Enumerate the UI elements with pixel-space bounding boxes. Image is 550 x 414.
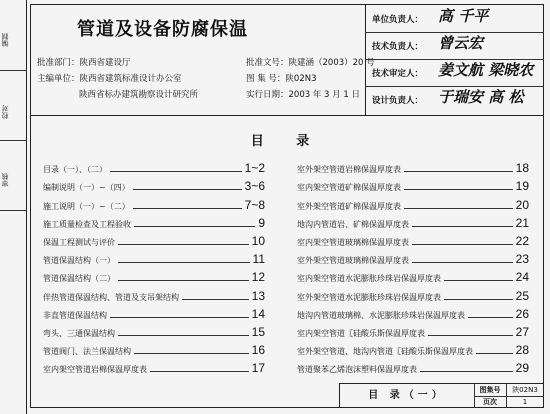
signature: 姜文航 梁晓农 (438, 61, 534, 79)
toc-leader (110, 171, 242, 172)
signature-row (366, 32, 544, 60)
toc-entry-page: 29 (515, 361, 529, 376)
toc-leader (412, 244, 513, 245)
toc-entry[interactable] (43, 339, 265, 357)
signature-label: 单位负责人： (372, 15, 424, 25)
margin-divider (0, 140, 26, 141)
effective-label: 实行日期： (246, 90, 289, 100)
toc-entry-label: 编制说明（一）~（四） (43, 183, 130, 193)
title-block (31, 5, 543, 116)
signature-row (366, 86, 544, 115)
toc-entry[interactable] (43, 157, 265, 175)
toc-leader (476, 353, 513, 354)
toc-entry-label: 室内架空管道水泥膨胀珍珠岩保温厚度表 (297, 274, 441, 284)
toc-entry-label: 室外架空管道水泥膨胀珍珠岩保温厚度表 (297, 292, 441, 302)
toc-entry-label: 施工质量检查及工程验收 (43, 219, 131, 229)
effective-date: 2003 年 3 月 1 日 (288, 90, 360, 100)
toc-leader (133, 189, 242, 190)
toc-leader (118, 244, 249, 245)
toc-entry-page: 19 (515, 179, 529, 194)
toc-entry[interactable] (297, 175, 529, 193)
toc-entry-label: 保温工程测试与评价 (43, 237, 115, 247)
toc-entry-page: 14 (251, 306, 265, 321)
toc-entry[interactable] (43, 230, 265, 248)
atlas-no-label: 图 集 号： (246, 74, 286, 84)
editor-label: 主编单位： (37, 74, 80, 84)
toc-entry-label: 管道阀门、法兰保温结构 (43, 347, 131, 357)
toc-right-column (297, 157, 529, 375)
toc-entry-page: 21 (515, 215, 529, 230)
toc-leader (404, 208, 513, 209)
toc-entry-page: 3~6 (244, 179, 265, 194)
footer-atlas-value: 陕02N3 (506, 384, 544, 397)
toc-leader (428, 335, 513, 336)
toc-leader (404, 171, 513, 172)
toc-entry[interactable] (43, 193, 265, 211)
toc-entry[interactable] (43, 175, 265, 193)
footer-title: 目 录（一） (340, 384, 475, 408)
toc-entry-page: 10 (251, 233, 265, 248)
toc-entry[interactable] (43, 212, 265, 230)
toc-leader (444, 280, 513, 281)
toc-leader (134, 226, 255, 227)
toc-entry[interactable] (297, 248, 529, 266)
approve-dept-label: 批准部门： (37, 58, 80, 68)
toc-entry-page: 11 (252, 252, 265, 267)
signature: 高 千平 (438, 7, 489, 25)
toc-entry[interactable] (297, 357, 529, 375)
toc-entry-page: 20 (515, 197, 529, 212)
toc-entry[interactable] (297, 284, 529, 302)
header-mid-info (246, 55, 375, 103)
margin-strip (0, 0, 27, 414)
footer-atlas-label: 图集号 (474, 384, 507, 397)
toc-entry-label: 室内架空管道玻璃棉保温厚度表 (297, 237, 409, 247)
toc-leader (133, 208, 242, 209)
toc-entry-label: 管道聚苯乙烯泡沫塑料保温厚度表 (297, 365, 417, 375)
toc-entry-page: 1~2 (244, 161, 265, 176)
toc-leader (412, 262, 513, 263)
toc-entry-page: 26 (515, 306, 529, 321)
toc-entry-page: 17 (251, 361, 265, 376)
toc-entry-label: 弯头、三通保温结构 (43, 328, 115, 338)
toc-entry[interactable] (297, 339, 529, 357)
toc-leader (150, 371, 249, 372)
header-left-info (37, 55, 198, 103)
toc-entry-page: 22 (515, 233, 529, 248)
toc-entry-label: 室外架空管道、地沟内管道〖硅酸乐斯保温厚度表 (297, 347, 473, 357)
toc-entry-page: 28 (515, 343, 529, 358)
toc-entry-label: 地沟内管道岩、矿棉保温厚度表 (297, 219, 409, 229)
signature-block (365, 5, 544, 115)
toc-heading: 目 录 (250, 134, 324, 149)
toc-entry-label: 室外架空管道矿棉保温厚度表 (297, 201, 401, 211)
signature-row (366, 59, 544, 87)
margin-label-editor: 编制 (1, 33, 9, 47)
toc-entry-page: 18 (515, 161, 529, 176)
toc-entry[interactable] (43, 266, 265, 284)
toc-entry-label: 室内架空管道岩棉保温厚度表 (43, 365, 147, 375)
toc-entry-label: 管道保温结构（二） (43, 274, 115, 284)
toc-entry-page: 7~8 (244, 197, 265, 212)
toc-entry-page: 25 (515, 288, 529, 303)
signature-row (366, 5, 544, 33)
toc-entry-label: 伴热管道保温结构、管道及支吊架结构 (43, 292, 179, 302)
toc-left-column (43, 157, 265, 375)
margin-divider (0, 210, 26, 211)
toc-leader (412, 226, 513, 227)
toc-entry[interactable] (297, 303, 529, 321)
toc-leader (134, 353, 249, 354)
toc-entry-label: 室外架空管道玻璃棉保温厚度表 (297, 256, 409, 266)
toc-entry[interactable] (297, 193, 529, 211)
toc-entry-label: 非直管道保温结构 (43, 310, 107, 320)
toc-entry-page: 13 (251, 288, 265, 303)
toc-entry-page: 23 (515, 252, 529, 267)
toc-leader (468, 317, 513, 318)
margin-divider (0, 70, 26, 71)
atlas-no: 陕02N3 (285, 74, 317, 84)
approval-no: 陕建涵（2003）20 号 (288, 58, 375, 68)
toc-leader (404, 189, 513, 190)
signature-label: 技术负责人： (372, 42, 424, 52)
toc-leader (444, 299, 513, 300)
signature-label: 技术审定人： (372, 69, 424, 79)
approve-dept: 陕西省建设厅 (79, 58, 131, 68)
toc-entry-label: 室外架空管道岩棉保温厚度表 (297, 165, 401, 175)
toc-entry-page: 9 (258, 215, 265, 230)
toc-entry[interactable] (43, 248, 265, 266)
toc-leader (118, 280, 249, 281)
toc-leader (182, 299, 249, 300)
toc-entry-page: 15 (251, 324, 265, 339)
toc-leader (118, 262, 250, 263)
toc-entry-label: 管道保温结构（一） (43, 256, 115, 266)
toc-entry-label: 目录（一）、（二） (43, 165, 107, 175)
toc-entry-page: 16 (251, 343, 265, 358)
sheet-frame (30, 4, 544, 408)
toc-entry-label: 地沟内管道玻璃棉、水泥膨胀珍珠岩保温厚度表 (297, 310, 465, 320)
toc-entry[interactable] (297, 230, 529, 248)
signature-label: 设计负责人： (372, 96, 424, 106)
toc-leader (110, 317, 249, 318)
toc-entry[interactable] (297, 212, 529, 230)
page-title: 管道及设备防腐保温 (77, 19, 248, 40)
toc-entry[interactable] (297, 321, 529, 339)
toc-entry-label: 室内架空管道矿棉保温厚度表 (297, 183, 401, 193)
toc-leader (420, 371, 513, 372)
footer-page-value: 1 (522, 398, 528, 406)
footer-title-block (339, 383, 544, 408)
toc-entry[interactable] (297, 266, 529, 284)
approval-no-label: 批准文号： (246, 58, 289, 68)
toc-entry[interactable] (43, 284, 265, 302)
signature: 曾云宏 (438, 34, 484, 52)
toc-entry-page: 12 (251, 270, 265, 285)
footer-page-label: 页次 (474, 396, 507, 408)
margin-label-proofread: 校对 (1, 105, 9, 119)
toc-leader (118, 335, 249, 336)
toc-entry[interactable] (43, 357, 265, 375)
editor-unit-1: 陕西省建筑标准设计办公室 (79, 74, 182, 84)
margin-label-review: 审核 (1, 173, 9, 187)
toc-entry-label: 室内架空管道〖硅酸乐斯保温厚度表 (297, 328, 425, 338)
toc-entry[interactable] (297, 157, 529, 175)
editor-unit-2: 陕西省标办建筑勘察设计研究所 (79, 90, 199, 100)
toc-entry[interactable] (43, 321, 265, 339)
toc-entry-page: 27 (515, 324, 529, 339)
toc-entry-label: 施工说明（一）~（二） (43, 201, 130, 211)
toc-entry-page: 24 (515, 270, 529, 285)
toc-entry[interactable] (43, 303, 265, 321)
signature: 于瑞安 高 松 (438, 88, 524, 106)
